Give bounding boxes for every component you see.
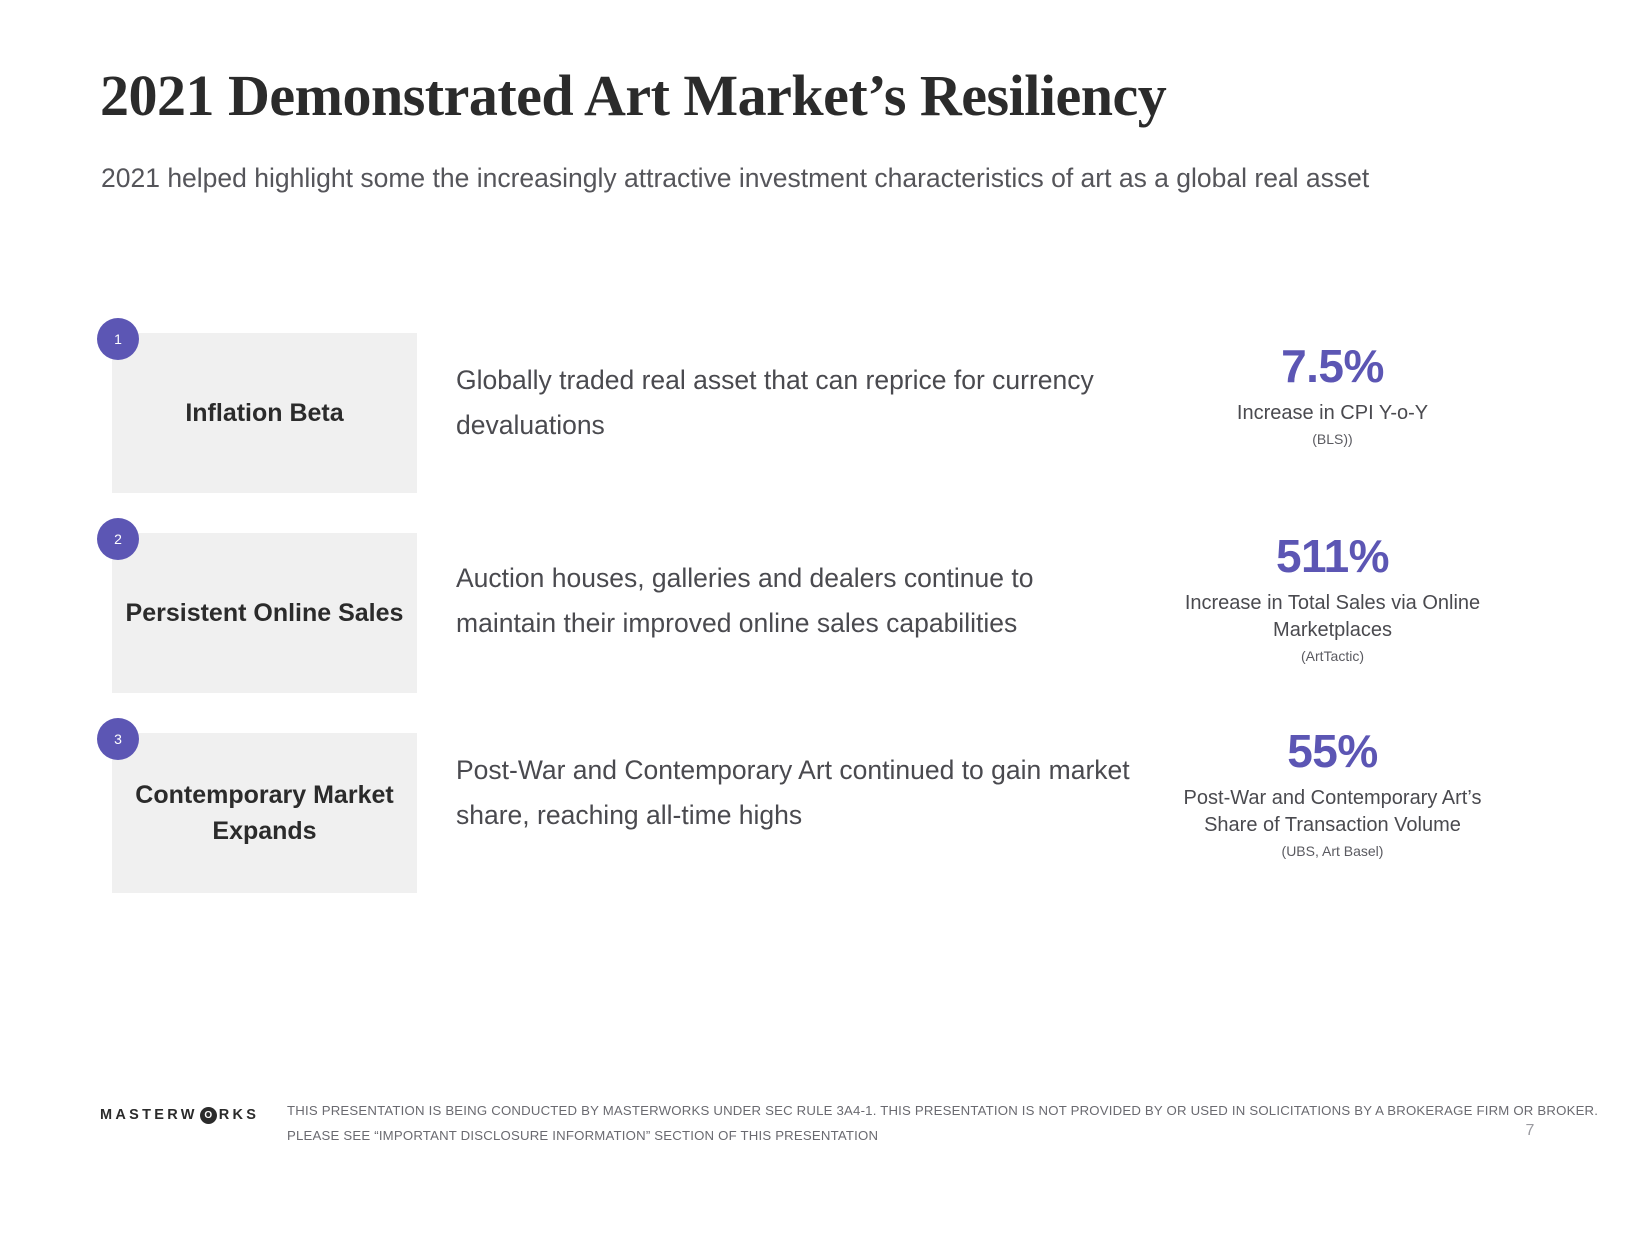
logo-text-part1: MASTERW [100, 1106, 198, 1123]
stat-value-1: 7.5% [1281, 340, 1384, 392]
logo-text-part2: RKS [218, 1106, 260, 1123]
disclaimer-text: THIS PRESENTATION IS BEING CONDUCTED BY MASTERWORKS UNDER SEC RULE 3A4-1. THIS PRESENTATION IS NOT PROVIDED BY OR USED IN SOLICITATIONS BY A BROKERAGE FIRM OR BROKER. PLEASE SEE “IMPORTANT DISCLOSURE INFORMATION” SECTION OF THIS PRESENTATION [287, 1103, 1599, 1143]
step-badge-1: 1 [97, 318, 139, 360]
stat-source-2: (ArtTactic) [1301, 648, 1364, 664]
step-badge-2: 2 [97, 518, 139, 560]
feature-label-box-3 [112, 733, 417, 893]
feature-stat-1 [1160, 338, 1505, 449]
page-subtitle: 2021 helped highlight some the increasingly attractive investment characteristics of art as a global real asset [101, 163, 1370, 193]
stat-value-3: 55% [1287, 725, 1378, 777]
feature-label-box-1 [112, 333, 417, 493]
feature-description-3: Post-War and Contemporary Art continued to gain market share, reaching all-time highs [456, 755, 1130, 830]
stat-description-3: Post-War and Contemporary Art’s Share of Transaction Volume [1183, 787, 1482, 836]
feature-description-1: Globally traded real asset that can reprice for currency devaluations [456, 365, 1094, 440]
feature-label-box-2 [112, 533, 417, 693]
stat-source-3: (UBS, Art Basel) [1281, 843, 1384, 859]
logo-circle-o-icon: O [200, 1107, 217, 1124]
stat-value-2: 511% [1275, 530, 1390, 582]
feature-label-1: Inflation Beta [185, 399, 344, 427]
page-number: 7 [1525, 1122, 1535, 1139]
stat-description-2: Increase in Total Sales via Online Marketplaces [1184, 592, 1481, 641]
step-badge-3: 3 [97, 718, 139, 760]
page-title: 2021 Demonstrated Art Market’s Resiliency [100, 63, 1167, 128]
feature-description-2: Auction houses, galleries and dealers continue to maintain their improved online sales capabilities [456, 563, 1034, 638]
stat-source-1: (BLS)) [1312, 431, 1353, 447]
feature-label-2: Persistent Online Sales [125, 599, 404, 627]
feature-label-3: Contemporary Market Expands [135, 781, 394, 845]
feature-stat-3 [1160, 723, 1505, 861]
feature-stat-2 [1160, 528, 1505, 666]
stat-description-1: Increase in CPI Y-o-Y [1236, 402, 1429, 424]
masterworks-logo [100, 1106, 259, 1123]
